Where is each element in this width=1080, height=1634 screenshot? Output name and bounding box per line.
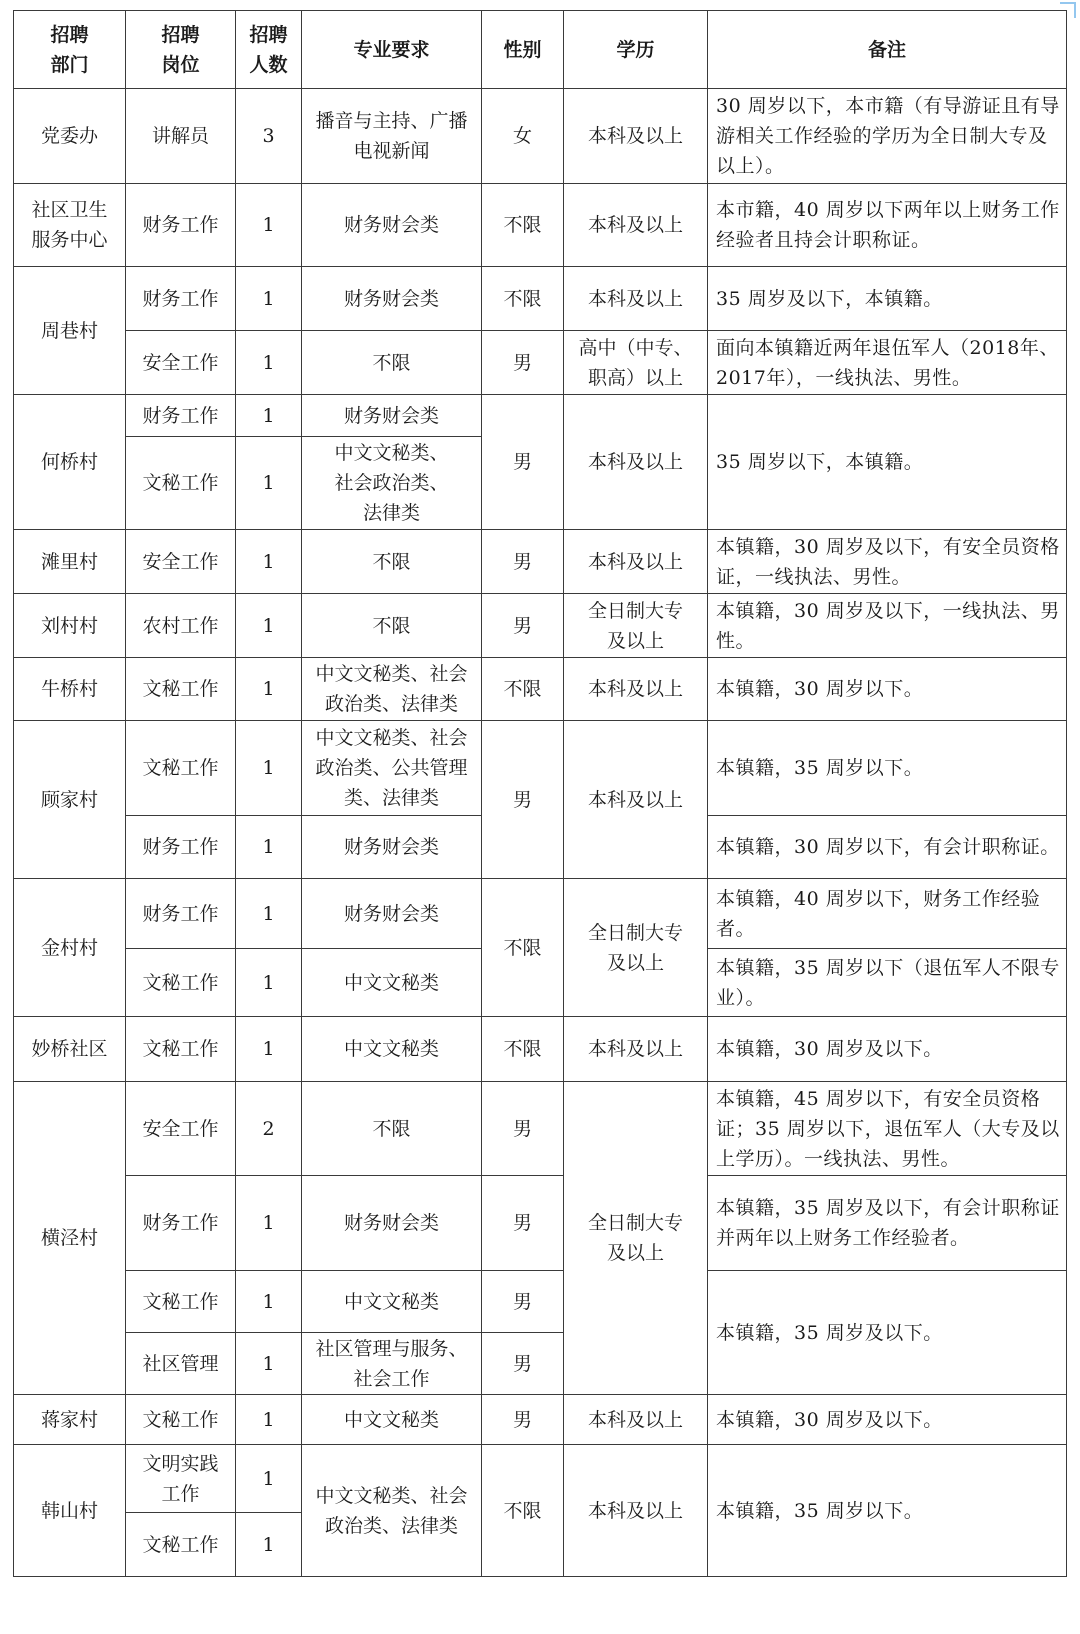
table-row — [14, 658, 1067, 721]
dept-cell: 蒋家村 — [14, 1395, 126, 1445]
table-row — [14, 879, 1067, 949]
post-cell: 农村工作 — [126, 594, 236, 658]
post-cell: 财务工作 — [126, 267, 236, 331]
dept-cell: 党委办 — [14, 89, 126, 184]
gender-cell: 男 — [482, 1271, 564, 1333]
major-cell: 财务财会类 — [302, 267, 482, 331]
note-cell: 本镇籍，35 周岁及以下，有会计职称证并两年以上财务工作经验者。 — [708, 1176, 1067, 1271]
major-cell: 中文文秘类 — [302, 1271, 482, 1333]
major-cell: 社区管理与服务、 社会工作 — [302, 1333, 482, 1395]
note-cell: 本镇籍，30 周岁及以下。 — [708, 1395, 1067, 1445]
table-row — [14, 331, 1067, 395]
major-cell: 财务财会类 — [302, 184, 482, 267]
table-row — [14, 721, 1067, 816]
count-cell: 1 — [236, 658, 302, 721]
major-cell: 财务财会类 — [302, 395, 482, 437]
major-cell: 中文文秘类、社会 政治类、法律类 — [302, 1445, 482, 1577]
gender-cell: 女 — [482, 89, 564, 184]
note-cell: 本镇籍，30 周岁以下。 — [708, 658, 1067, 721]
gender-cell: 男 — [482, 1082, 564, 1176]
table-row — [14, 594, 1067, 658]
note-cell: 本市籍，40 周岁以下两年以上财务工作经验者且持会计职称证。 — [708, 184, 1067, 267]
count-cell: 1 — [236, 1333, 302, 1395]
post-cell: 财务工作 — [126, 816, 236, 879]
note-cell: 本镇籍，30 周岁及以下。 — [708, 1017, 1067, 1082]
dept-cell: 社区卫生 服务中心 — [14, 184, 126, 267]
edu-cell: 本科及以上 — [564, 1017, 708, 1082]
count-cell: 1 — [236, 437, 302, 530]
dept-cell: 何桥村 — [14, 395, 126, 530]
major-cell: 不限 — [302, 594, 482, 658]
header-count: 招聘 人数 — [236, 11, 302, 89]
count-cell: 1 — [236, 331, 302, 395]
post-cell: 文秘工作 — [126, 1395, 236, 1445]
note-cell: 35 周岁以下，本镇籍。 — [708, 395, 1067, 530]
dept-cell: 横泾村 — [14, 1082, 126, 1395]
major-cell: 财务财会类 — [302, 1176, 482, 1271]
count-cell: 1 — [236, 816, 302, 879]
edu-cell: 本科及以上 — [564, 395, 708, 530]
post-cell: 文秘工作 — [126, 721, 236, 816]
gender-cell: 不限 — [482, 879, 564, 1017]
major-cell: 不限 — [302, 1082, 482, 1176]
note-cell: 本镇籍，35 周岁以下。 — [708, 721, 1067, 816]
corner-bracket-icon — [1060, 2, 1076, 18]
post-cell: 财务工作 — [126, 1176, 236, 1271]
major-cell: 播音与主持、广播 电视新闻 — [302, 89, 482, 184]
gender-cell: 男 — [482, 1176, 564, 1271]
major-cell: 财务财会类 — [302, 816, 482, 879]
edu-cell: 高中（中专、 职高）以上 — [564, 331, 708, 395]
post-cell: 文秘工作 — [126, 1513, 236, 1577]
note-cell: 本镇籍，35 周岁以下（退伍军人不限专业）。 — [708, 949, 1067, 1017]
gender-cell: 不限 — [482, 267, 564, 331]
count-cell: 1 — [236, 530, 302, 594]
gender-cell: 男 — [482, 530, 564, 594]
table-row — [14, 1082, 1067, 1176]
note-cell: 本镇籍，40 周岁以下，财务工作经验者。 — [708, 879, 1067, 949]
count-cell: 1 — [236, 949, 302, 1017]
gender-cell: 不限 — [482, 1445, 564, 1577]
post-cell: 文秘工作 — [126, 1017, 236, 1082]
edu-cell: 本科及以上 — [564, 1445, 708, 1577]
post-cell: 文秘工作 — [126, 658, 236, 721]
major-cell: 中文文秘类 — [302, 1395, 482, 1445]
major-cell: 中文文秘类 — [302, 949, 482, 1017]
header-major: 专业要求 — [302, 11, 482, 89]
table-row — [14, 530, 1067, 594]
post-cell: 讲解员 — [126, 89, 236, 184]
table-row — [14, 1176, 1067, 1271]
edu-cell: 本科及以上 — [564, 267, 708, 331]
major-cell: 不限 — [302, 331, 482, 395]
count-cell: 2 — [236, 1082, 302, 1176]
gender-cell: 不限 — [482, 1017, 564, 1082]
count-cell: 1 — [236, 721, 302, 816]
gender-cell: 男 — [482, 331, 564, 395]
post-cell: 安全工作 — [126, 530, 236, 594]
count-cell: 1 — [236, 1271, 302, 1333]
edu-cell: 本科及以上 — [564, 89, 708, 184]
note-cell: 面向本镇籍近两年退伍军人（2018年、2017年），一线执法、男性。 — [708, 331, 1067, 395]
post-cell: 文明实践 工作 — [126, 1445, 236, 1513]
edu-cell: 本科及以上 — [564, 184, 708, 267]
edu-cell: 本科及以上 — [564, 530, 708, 594]
table-row — [14, 395, 1067, 437]
dept-cell: 滩里村 — [14, 530, 126, 594]
table-header-row — [14, 11, 1067, 89]
major-cell: 中文文秘类、 社会政治类、 法律类 — [302, 437, 482, 530]
edu-cell: 本科及以上 — [564, 1395, 708, 1445]
post-cell: 社区管理 — [126, 1333, 236, 1395]
count-cell: 1 — [236, 1395, 302, 1445]
gender-cell: 男 — [482, 1333, 564, 1395]
table-row — [14, 1395, 1067, 1445]
note-cell: 本镇籍，30 周岁及以下，一线执法、男性。 — [708, 594, 1067, 658]
count-cell: 1 — [236, 1176, 302, 1271]
dept-cell: 金村村 — [14, 879, 126, 1017]
table-row — [14, 1445, 1067, 1513]
dept-cell: 周巷村 — [14, 267, 126, 395]
dept-cell: 妙桥社区 — [14, 1017, 126, 1082]
header-edu: 学历 — [564, 11, 708, 89]
edu-cell: 全日制大专 及以上 — [564, 594, 708, 658]
major-cell: 中文文秘类、社会 政治类、公共管理 类、法律类 — [302, 721, 482, 816]
post-cell: 财务工作 — [126, 879, 236, 949]
count-cell: 1 — [236, 594, 302, 658]
major-cell: 中文文秘类 — [302, 1017, 482, 1082]
count-cell: 3 — [236, 89, 302, 184]
header-note: 备注 — [708, 11, 1067, 89]
note-cell: 本镇籍，35 周岁以下。 — [708, 1445, 1067, 1577]
note-cell: 本镇籍，45 周岁以下，有安全员资格证；35 周岁以下，退伍军人（大专及以上学历）。一线执法、男性。 — [708, 1082, 1067, 1176]
post-cell: 文秘工作 — [126, 1271, 236, 1333]
major-cell: 中文文秘类、社会 政治类、法律类 — [302, 658, 482, 721]
table-row — [14, 1017, 1067, 1082]
dept-cell: 刘村村 — [14, 594, 126, 658]
edu-cell: 本科及以上 — [564, 721, 708, 879]
edu-cell: 本科及以上 — [564, 658, 708, 721]
edu-cell: 全日制大专 及以上 — [564, 879, 708, 1017]
major-cell: 财务财会类 — [302, 879, 482, 949]
post-cell: 财务工作 — [126, 184, 236, 267]
gender-cell: 男 — [482, 594, 564, 658]
gender-cell: 男 — [482, 395, 564, 530]
header-dept: 招聘 部门 — [14, 11, 126, 89]
edu-cell: 全日制大专 及以上 — [564, 1082, 708, 1395]
dept-cell: 韩山村 — [14, 1445, 126, 1577]
header-post: 招聘 岗位 — [126, 11, 236, 89]
post-cell: 文秘工作 — [126, 437, 236, 530]
gender-cell: 男 — [482, 1395, 564, 1445]
count-cell: 1 — [236, 1445, 302, 1513]
post-cell: 财务工作 — [126, 395, 236, 437]
dept-cell: 牛桥村 — [14, 658, 126, 721]
table-row — [14, 184, 1067, 267]
count-cell: 1 — [236, 879, 302, 949]
note-cell: 本镇籍，30 周岁以下，有会计职称证。 — [708, 816, 1067, 879]
note-cell: 35 周岁及以下，本镇籍。 — [708, 267, 1067, 331]
note-cell: 30 周岁以下，本市籍（有导游证且有导游相关工作经验的学历为全日制大专及以上）。 — [708, 89, 1067, 184]
recruitment-table-sheet — [13, 10, 1067, 1577]
note-cell: 本镇籍，35 周岁及以下。 — [708, 1271, 1067, 1395]
table-row — [14, 267, 1067, 331]
recruitment-table — [13, 10, 1067, 1577]
count-cell: 1 — [236, 1017, 302, 1082]
gender-cell: 不限 — [482, 658, 564, 721]
post-cell: 文秘工作 — [126, 949, 236, 1017]
dept-cell: 顾家村 — [14, 721, 126, 879]
count-cell: 1 — [236, 267, 302, 331]
post-cell: 安全工作 — [126, 331, 236, 395]
gender-cell: 男 — [482, 721, 564, 879]
major-cell: 不限 — [302, 530, 482, 594]
count-cell: 1 — [236, 395, 302, 437]
header-gender: 性别 — [482, 11, 564, 89]
table-row — [14, 1271, 1067, 1333]
gender-cell: 不限 — [482, 184, 564, 267]
count-cell: 1 — [236, 1513, 302, 1577]
table-row — [14, 89, 1067, 184]
note-cell: 本镇籍，30 周岁及以下，有安全员资格证，一线执法、男性。 — [708, 530, 1067, 594]
count-cell: 1 — [236, 184, 302, 267]
post-cell: 安全工作 — [126, 1082, 236, 1176]
